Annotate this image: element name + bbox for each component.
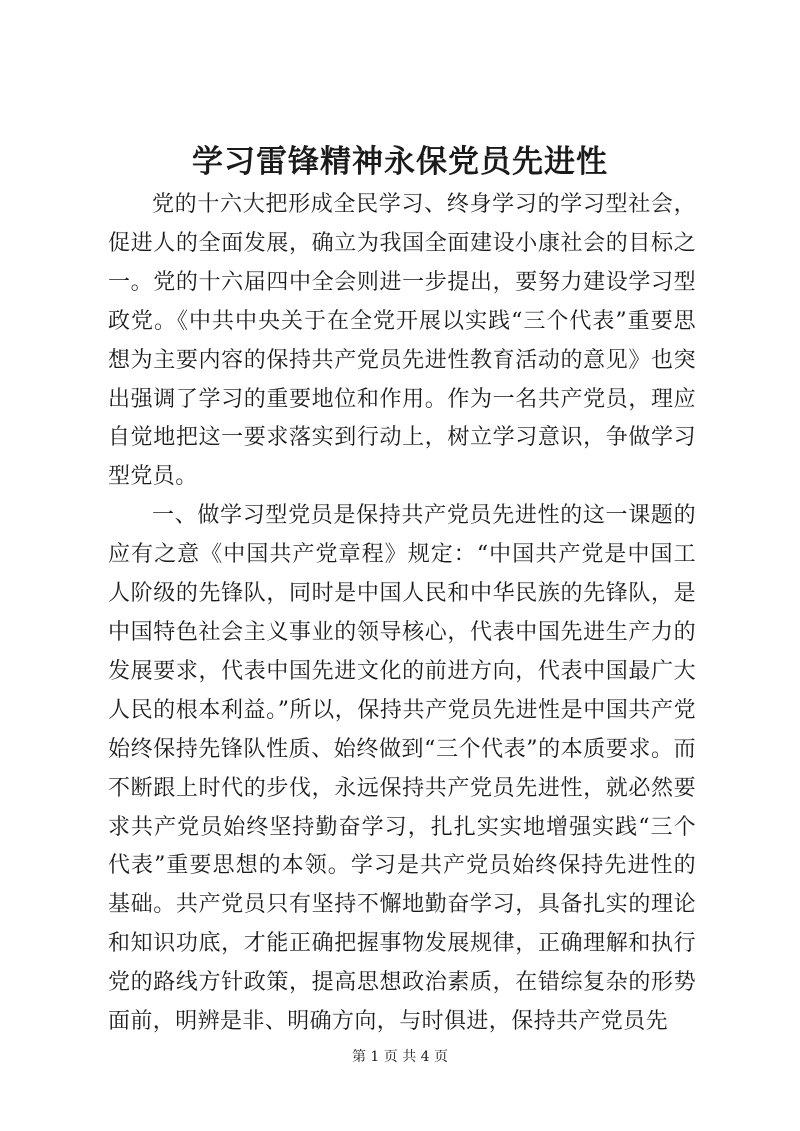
paragraph-section-one: 一、做学习型党员是保持共产党员先进性的这一课题的应有之意《中国共产党章程》规定：“中国共产党是中国工人阶级的先锋队，同时是中国人民和中华民族的先锋队，是中国特色社会主义事业的领导核心，代表中国先进生产力的发展要求，代表中国先进文化的前进方向，代表中国最广大人民的根本利益。”所以，保持共产党员先进性是中国共产党始终保持先锋队性质、始终做到“三个代表”的本质要求。而不断跟上时代的步伐，永远保持共产党员先进性，就必然要求共产党员始终坚持勤奋学习，扎扎实实地增强实践“三个代表”重要思想的本领。学习是共产党员始终保持先进性的基础。共产党员只有坚持不懈地勤奋学习，具备扎实的理论和知识功底，才能正确把握事物发展规律，正确理解和执行党的路线方针政策，提高思想政治素质，在错综复杂的形势面前，明辨是非、明确方向，与时俱进，保持共产党员先 [108, 503, 696, 1035]
paragraph-intro: 党的十六大把形成全民学习、终身学习的学习型社会，促进人的全面发展，确立为我国全面建设小康社会的目标之一。党的十六届四中全会则进一步提出，要努力建设学习型政党。《中共中央关于在全党开展以实践“三个代表”重要思想为主要内容的保持共产党员先进性教育活动的意见》也突出强调了学习的重要地位和作用。作为一名共产党员，理应自觉地把这一要求落实到行动上，树立学习意识，争做学习型党员。 [108, 192, 696, 490]
document-body [108, 186, 696, 1042]
page-number-footer: 第 1 页 共 4 页 [351, 1049, 449, 1065]
document-title: 学习雷锋精神永保党员先进性 [192, 144, 608, 180]
